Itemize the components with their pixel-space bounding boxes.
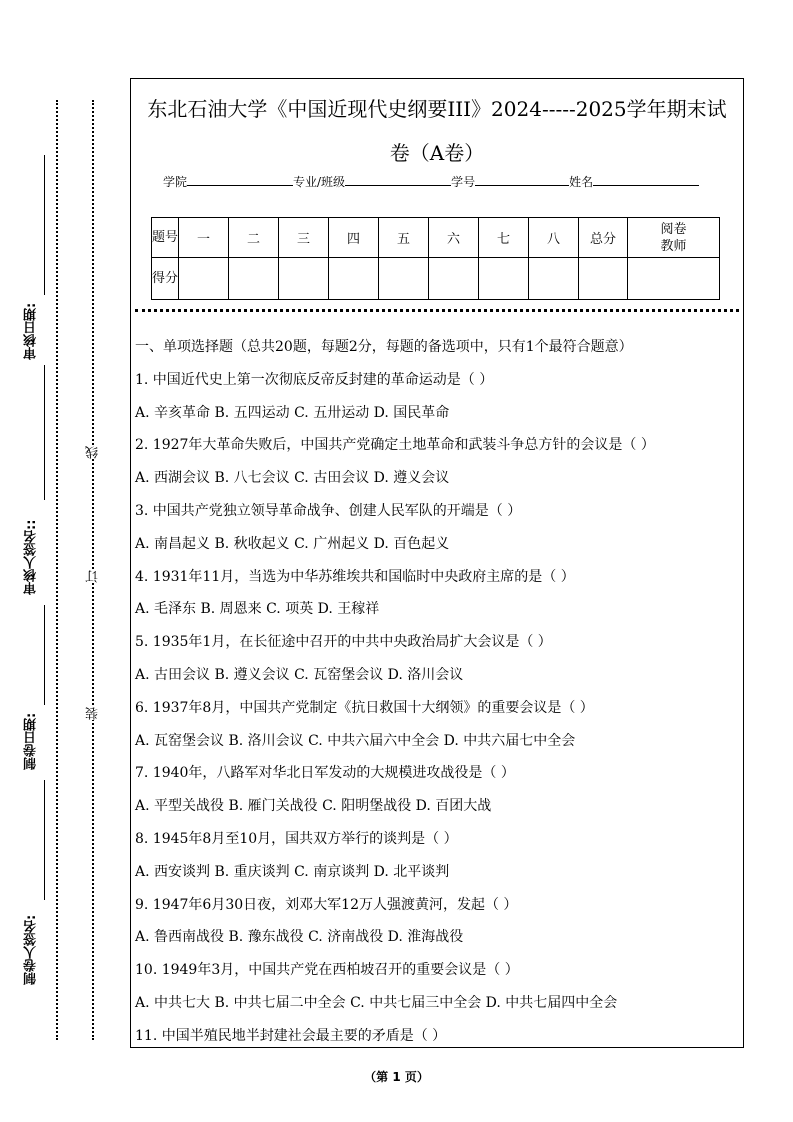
score-table: [151, 217, 720, 300]
binding-dotted-line-left: [56, 100, 58, 1040]
score-cell[interactable]: [229, 258, 279, 300]
exam-title-line1: 东北石油大学《中国近现代史纲要III》2024-----2025学年期末试: [147, 97, 727, 121]
question-options: A. 中共七大 B. 中共七届二中全会 C. 中共七届三中全会 D. 中共七届四中全会: [135, 994, 618, 1011]
question-options: A. 鲁西南战役 B. 豫东战役 C. 济南战役 D. 淮海战役: [135, 929, 464, 946]
col-total: 总分: [579, 218, 628, 258]
score-label: 得分: [152, 258, 179, 300]
reviewer-sign-line: [44, 365, 45, 500]
question-options: A. 古田会议 B. 遵义会议 C. 瓦窑堡会议 D. 洛川会议: [135, 666, 464, 683]
section-separator: [135, 309, 739, 312]
score-cell[interactable]: [529, 258, 579, 300]
question-options: A. 西安谈判 B. 重庆谈判 C. 南京谈判 D. 北平谈判: [135, 863, 450, 880]
name-label: 姓名: [569, 175, 594, 189]
question-stem: 9. 1947年6月30日夜，刘邓大军12万人强渡黄河，发起（ ）: [135, 896, 518, 913]
question-content: [135, 331, 739, 1053]
score-cell[interactable]: [179, 258, 229, 300]
col-5: 五: [379, 218, 429, 258]
question-options: A. 辛亥革命 B. 五四运动 C. 五卅运动 D. 国民革命: [135, 404, 450, 421]
maker-sign-line: [44, 780, 45, 900]
review-date-label: 审核日期:: [24, 302, 39, 360]
score-cell[interactable]: [379, 258, 429, 300]
reviewer-sign-label: 审核人签名::: [24, 519, 39, 595]
question-stem: 10. 1949年3月，中国共产党在西柏坡召开的重要会议是（ ）: [135, 962, 519, 979]
page-number: （第 1 页）: [364, 1070, 429, 1084]
question-stem: 4. 1931年11月，当选为中华苏维埃共和国临时中央政府主席的是（ ）: [135, 568, 575, 585]
col-8: 八: [529, 218, 579, 258]
student-info-row: [163, 173, 699, 190]
question-options: A. 平型关战役 B. 雁门关战役 C. 阳明堡战役 D. 百团大战: [135, 798, 492, 815]
col-7: 七: [479, 218, 529, 258]
id-blank[interactable]: [475, 173, 569, 186]
maker-date-label: 制卷日期:: [24, 712, 39, 770]
score-cell[interactable]: [429, 258, 479, 300]
question-options: A. 西湖会议 B. 八七会议 C. 古田会议 D. 遵义会议: [135, 470, 450, 487]
maker-date-line: [44, 605, 45, 705]
binding-char-order: 订: [86, 570, 101, 583]
college-label: 学院: [163, 175, 188, 189]
question-stem: 11. 中国半殖民地半封建社会最主要的矛盾是（ ）: [135, 1027, 447, 1044]
binding-margin: [0, 0, 128, 1122]
col-3: 三: [279, 218, 329, 258]
question-list: [135, 364, 739, 1053]
question-options: A. 南昌起义 B. 秋收起义 C. 广州起义 D. 百色起义: [135, 535, 450, 552]
section-title: 一、单项选择题（总共20题，每题2分，每题的备选项中，只有1个最符合题意）: [135, 339, 633, 355]
exam-frame: [130, 78, 744, 1048]
id-label: 学号: [451, 175, 476, 189]
score-table-header-row: [152, 218, 720, 258]
score-cell[interactable]: [628, 258, 720, 300]
question-stem: 7. 1940年，八路军对华北日军发动的大规模进攻战役是（ ）: [135, 765, 515, 782]
score-table-score-row: [152, 258, 720, 300]
binding-char-line: 线: [86, 446, 101, 459]
score-cell[interactable]: [329, 258, 379, 300]
score-cell[interactable]: [479, 258, 529, 300]
exam-title: [131, 87, 743, 175]
review-date-line: [44, 155, 45, 295]
question-stem: 2. 1927年大革命失败后，中国共产党确定土地革命和武装斗争总方针的会议是（ ）: [135, 437, 655, 454]
maker-sign-label: 制卷人签名:: [24, 914, 39, 985]
question-options: A. 瓦窑堡会议 B. 洛川会议 C. 中共六届六中全会 D. 中共六届七中全会: [135, 732, 576, 749]
question-stem: 5. 1935年1月，在长征途中召开的中共中央政治局扩大会议是（ ）: [135, 634, 552, 651]
col-grader: 阅卷教师: [628, 218, 720, 258]
major-blank[interactable]: [345, 173, 451, 186]
binding-char-pack: 装: [86, 707, 101, 720]
col-6: 六: [429, 218, 479, 258]
question-options: A. 毛泽东 B. 周恩来 C. 项英 D. 王稼祥: [135, 601, 380, 618]
question-number-label: 题号: [152, 218, 179, 258]
score-cell[interactable]: [579, 258, 628, 300]
col-1: 一: [179, 218, 229, 258]
question-stem: 6. 1937年8月，中国共产党制定《抗日救国十大纲领》的重要会议是（ ）: [135, 699, 594, 716]
col-2: 二: [229, 218, 279, 258]
question-stem: 1. 中国近代史上第一次彻底反帝反封建的革命运动是（ ）: [135, 371, 494, 388]
question-stem: 8. 1945年8月至10月，国共双方举行的谈判是（ ）: [135, 830, 458, 847]
exam-title-line2: 卷（A卷）: [389, 141, 485, 165]
question-stem: 3. 中国共产党独立领导革命战争、创建人民军队的开端是（ ）: [135, 502, 522, 519]
college-blank[interactable]: [187, 173, 293, 186]
score-cell[interactable]: [279, 258, 329, 300]
major-label: 专业/班级: [293, 175, 346, 189]
name-blank[interactable]: [593, 173, 699, 186]
col-4: 四: [329, 218, 379, 258]
